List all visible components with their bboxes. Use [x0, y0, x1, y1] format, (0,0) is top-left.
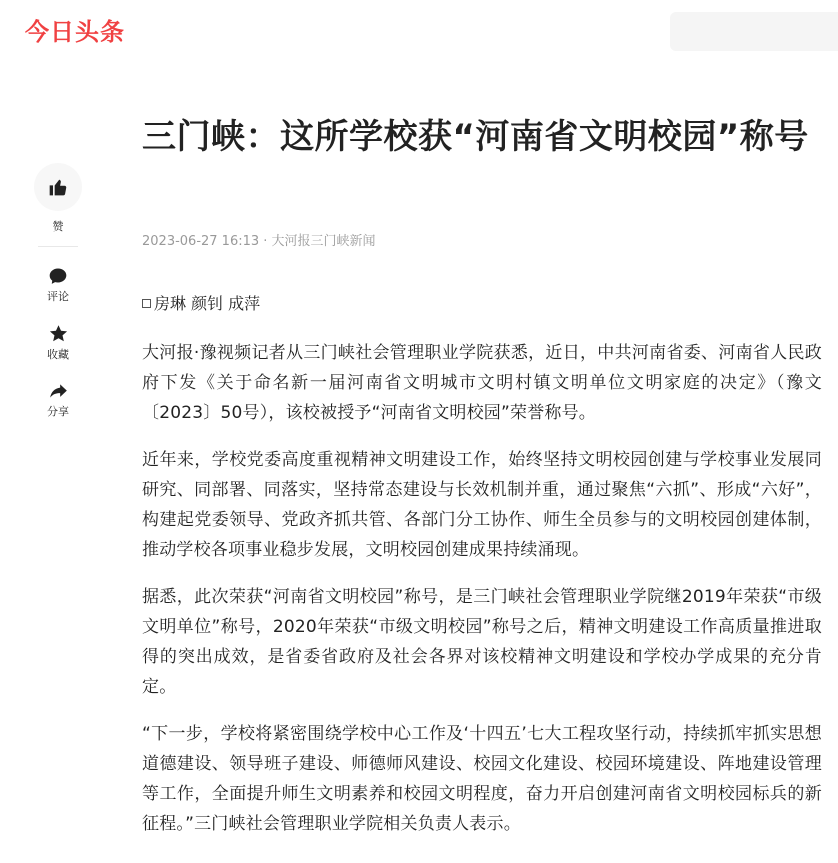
article-title: 三门峡：这所学校获“河南省文明校园”称号 — [142, 117, 809, 157]
rail-divider — [38, 246, 78, 247]
search-input[interactable] — [670, 12, 838, 51]
like-label: 赞 — [52, 220, 64, 233]
collect-label: 收藏 — [47, 348, 69, 361]
paragraph: 据悉，此次荣获“河南省文明校园”称号，是三门峡社会管理职业学院继2019年荣获“市级文明单位”称号，2020年荣获“市级文明校园”称号之后，精神文明建设工作高质量推进取得的突出成效，是省委省政府及社会各界对该校精神文明建设和学校办学成果的充分肯定。 — [142, 587, 822, 697]
like-button[interactable] — [34, 163, 82, 234]
paragraph: “下一步，学校将紧密围绕学校中心工作及‘十四五’七大工程攻坚行动，持续抓牢抓实思想道德建设、领导班子建设、师德师风建设、校园文化建设、校园环境建设、阵地建设管理等工作，全面提升师生文明素养和校园文明程度，奋力开启创建河南省文明校园标兵的新征程。”三门峡社会管理职业学院相关负责人表示。 — [142, 724, 822, 834]
comment-label: 评论 — [47, 290, 69, 303]
comment-icon — [48, 266, 68, 286]
share-label: 分享 — [47, 405, 69, 418]
byline — [142, 290, 822, 318]
comment-button[interactable] — [34, 266, 82, 304]
paragraph: 大河报·豫视频记者从三门峡社会管理职业学院获悉，近日，中共河南省委、河南省人民政府下发《关于命名新一届河南省文明城市文明村镇文明单位文明家庭的决定》（豫文〔2023〕50号），该校被授予“河南省文明校园”荣誉称号。 — [142, 343, 822, 423]
logo[interactable]: 今日头条 — [25, 18, 125, 46]
star-icon — [48, 323, 69, 344]
article-meta: 2023-06-27 16:13 · 大河报三门峡新闻 — [142, 234, 376, 249]
share-button[interactable] — [34, 381, 82, 419]
byline-box-glyph — [142, 299, 151, 308]
article-body — [142, 290, 822, 856]
paragraph: 近年来，学校党委高度重视精神文明建设工作，始终坚持文明校园创建与学校事业发展同研究、同部署、同落实，坚持常态建设与长效机制并重，通过聚焦“六抓”、形成“六好”，构建起党委领导、党政齐抓共管、各部门分工协作、师生全员参与的文明校园创建体制，推动学校各项事业稳步发展，文明校园创建成果持续涌现。 — [142, 450, 822, 560]
action-rail — [34, 163, 82, 419]
thumbs-up-icon — [48, 177, 68, 197]
like-circle[interactable] — [34, 163, 82, 211]
collect-button[interactable] — [34, 323, 82, 362]
share-arrow-icon — [48, 381, 69, 401]
byline-text: 房琳 颜钊 成萍 — [154, 294, 261, 313]
